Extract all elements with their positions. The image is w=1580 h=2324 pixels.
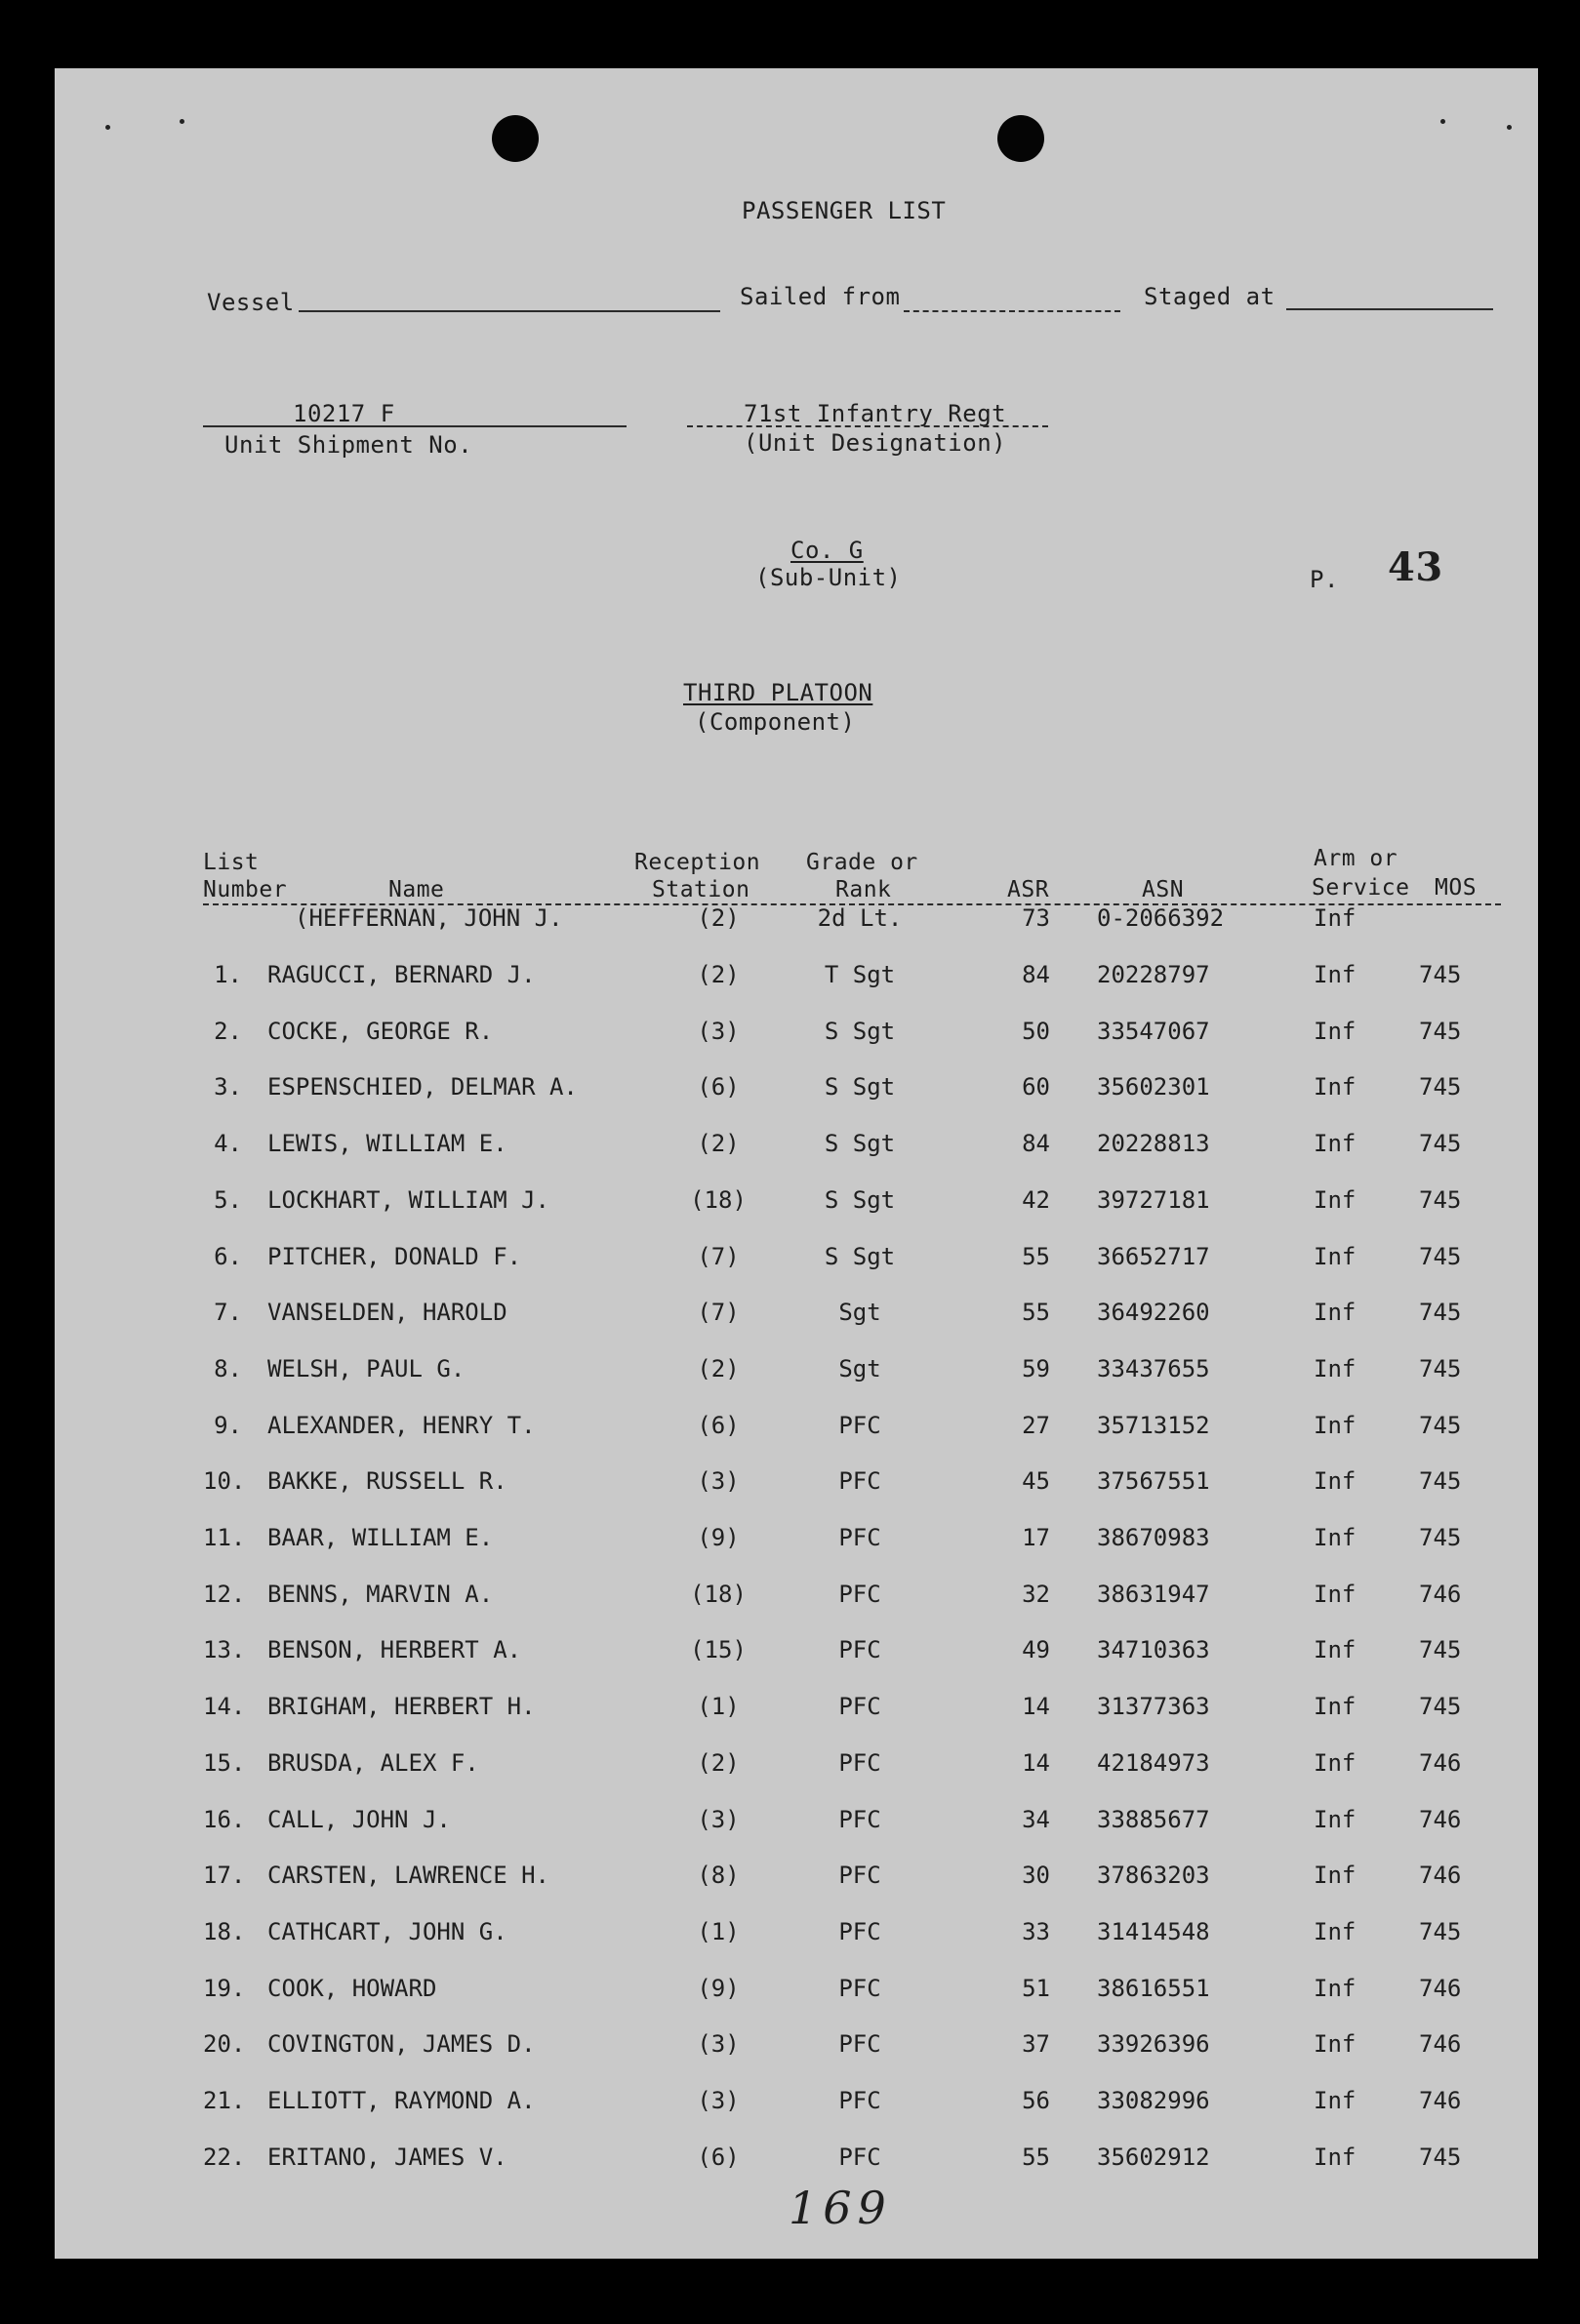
reception-station: (2) (697, 1355, 740, 1382)
asn-value: 37567551 (1097, 1467, 1210, 1495)
asr-value: 55 (1022, 1299, 1050, 1326)
mos-code: 746 (1419, 1862, 1462, 1889)
list-number: 7. (214, 1299, 242, 1326)
reception-station: (7) (697, 1299, 740, 1326)
passenger-name: BRUSDA, ALEX F. (267, 1749, 479, 1777)
arm-service: Inf (1314, 1355, 1357, 1382)
mos-code: 745 (1419, 1467, 1462, 1495)
header-asr: ASR (1007, 877, 1050, 902)
reception-station: (3) (697, 1467, 740, 1495)
asn-value: 31377363 (1097, 1693, 1210, 1720)
officer-station: (2) (697, 904, 740, 932)
grade-rank: PFC (838, 1862, 881, 1889)
mos-code: 746 (1419, 1749, 1462, 1777)
unit-designation-label: (Unit Designation) (744, 429, 1007, 457)
mos-code: 745 (1419, 961, 1462, 988)
component-label: (Component) (695, 708, 856, 736)
asn-value: 42184973 (1097, 1749, 1210, 1777)
asr-value: 27 (1022, 1412, 1050, 1439)
list-number: 21. (203, 2087, 246, 2114)
asn-value: 31414548 (1097, 1918, 1210, 1945)
punch-hole-right (997, 115, 1044, 162)
vessel-label: Vessel (207, 289, 295, 316)
sailed-from-underline (904, 310, 1120, 312)
list-number: 15. (203, 1749, 246, 1777)
list-number: 9. (214, 1412, 242, 1439)
arm-service: Inf (1314, 1581, 1357, 1608)
arm-service: Inf (1314, 1412, 1357, 1439)
table-row (55, 1917, 1538, 1956)
arm-service: Inf (1314, 2144, 1357, 2171)
reception-station: (18) (690, 1581, 747, 1608)
unit-shipment-underline (203, 425, 627, 427)
officer-asn: 0-2066392 (1097, 904, 1225, 932)
asr-value: 42 (1022, 1186, 1050, 1214)
table-row (55, 2086, 1538, 2125)
speck (105, 125, 110, 130)
asn-value: 36492260 (1097, 1299, 1210, 1326)
passenger-name: LEWIS, WILLIAM E. (267, 1130, 507, 1157)
arm-service: Inf (1314, 1243, 1357, 1270)
speck (1440, 119, 1445, 124)
asn-value: 38631947 (1097, 1581, 1210, 1608)
asr-value: 32 (1022, 1581, 1050, 1608)
vessel-underline (299, 310, 720, 312)
table-row (55, 1298, 1538, 1337)
asr-value: 84 (1022, 961, 1050, 988)
passenger-name: BRIGHAM, HERBERT H. (267, 1693, 536, 1720)
reception-station: (7) (697, 1243, 740, 1270)
grade-rank: PFC (838, 2144, 881, 2171)
officer-grade: 2d Lt. (817, 904, 903, 932)
passenger-name: BENNS, MARVIN A. (267, 1581, 494, 1608)
grade-rank: PFC (838, 1581, 881, 1608)
grade-rank: S Sgt (824, 1186, 896, 1214)
header-reception-1: Reception (634, 850, 761, 875)
arm-service: Inf (1314, 1918, 1357, 1945)
reception-station: (2) (697, 1130, 740, 1157)
grade-rank: S Sgt (824, 1130, 896, 1157)
list-number: 1. (214, 961, 242, 988)
mos-code: 746 (1419, 1806, 1462, 1833)
passenger-name: ELLIOTT, RAYMOND A. (267, 2087, 536, 2114)
list-number: 6. (214, 1243, 242, 1270)
list-number: 3. (214, 1073, 242, 1101)
passenger-name: RAGUCCI, BERNARD J. (267, 961, 536, 988)
mos-code: 745 (1419, 1693, 1462, 1720)
list-number: 10. (203, 1467, 246, 1495)
list-number: 4. (214, 1130, 242, 1157)
arm-service: Inf (1314, 961, 1357, 988)
passenger-name: CALL, JOHN J. (267, 1806, 451, 1833)
grade-rank: PFC (838, 1524, 881, 1551)
asn-value: 33547067 (1097, 1018, 1210, 1045)
passenger-name: BAAR, WILLIAM E. (267, 1524, 494, 1551)
list-number: 22. (203, 2144, 246, 2171)
passenger-name: COVINGTON, JAMES D. (267, 2030, 536, 2058)
sub-unit: Co. G (790, 537, 864, 564)
header-list-number-2: Number (203, 877, 288, 902)
asn-value: 37863203 (1097, 1862, 1210, 1889)
asr-value: 55 (1022, 2144, 1050, 2171)
mos-code: 746 (1419, 1975, 1462, 2002)
arm-service: Inf (1314, 1467, 1357, 1495)
asn-value: 35602301 (1097, 1073, 1210, 1101)
arm-service: Inf (1314, 1862, 1357, 1889)
reception-station: (8) (697, 1862, 740, 1889)
mos-code: 745 (1419, 1186, 1462, 1214)
grade-rank: PFC (838, 1412, 881, 1439)
list-number: 14. (203, 1693, 246, 1720)
header-arm-2: Service (1312, 875, 1410, 901)
reception-station: (2) (697, 961, 740, 988)
passenger-name: BENSON, HERBERT A. (267, 1636, 522, 1663)
mos-code: 745 (1419, 1412, 1462, 1439)
passenger-name: ALEXANDER, HENRY T. (267, 1412, 536, 1439)
reception-station: (6) (697, 1073, 740, 1101)
table-row (55, 1523, 1538, 1562)
grade-rank: Sgt (838, 1355, 881, 1382)
arm-service: Inf (1314, 1186, 1357, 1214)
speck (1507, 125, 1512, 130)
asn-value: 20228813 (1097, 1130, 1210, 1157)
document-title: PASSENGER LIST (742, 197, 947, 224)
grade-rank: S Sgt (824, 1073, 896, 1101)
table-row (55, 1692, 1538, 1731)
unit-designation-underline (687, 425, 1048, 427)
asr-value: 59 (1022, 1355, 1050, 1382)
mos-code: 746 (1419, 1581, 1462, 1608)
asr-value: 50 (1022, 1018, 1050, 1045)
asn-value: 33437655 (1097, 1355, 1210, 1382)
staged-at-underline (1286, 308, 1493, 310)
mos-code: 745 (1419, 2144, 1462, 2171)
officer-asr: 73 (1022, 904, 1050, 932)
table-row (55, 1354, 1538, 1393)
header-grade-2: Rank (835, 877, 892, 902)
grade-rank: PFC (838, 1749, 881, 1777)
reception-station: (15) (690, 1636, 747, 1663)
asn-value: 38616551 (1097, 1975, 1210, 2002)
passenger-name: COCKE, GEORGE R. (267, 1018, 494, 1045)
asr-value: 51 (1022, 1975, 1050, 2002)
grade-rank: PFC (838, 1636, 881, 1663)
list-number: 19. (203, 1975, 246, 2002)
asr-value: 30 (1022, 1862, 1050, 1889)
asr-value: 33 (1022, 1918, 1050, 1945)
asn-value: 34710363 (1097, 1636, 1210, 1663)
passenger-name: ESPENSCHIED, DELMAR A. (267, 1073, 578, 1101)
header-asn: ASN (1142, 877, 1185, 902)
reception-station: (2) (697, 1749, 740, 1777)
header-name: Name (388, 877, 445, 902)
header-reception-2: Station (652, 877, 750, 902)
asn-value: 35602912 (1097, 2144, 1210, 2171)
list-number: 11. (203, 1524, 246, 1551)
asn-value: 33082996 (1097, 2087, 1210, 2114)
asr-value: 49 (1022, 1636, 1050, 1663)
mos-code: 745 (1419, 1130, 1462, 1157)
asr-value: 84 (1022, 1130, 1050, 1157)
list-number: 13. (203, 1636, 246, 1663)
grade-rank: T Sgt (824, 961, 896, 988)
table-row (55, 960, 1538, 999)
table-row (55, 1635, 1538, 1674)
reception-station: (3) (697, 2087, 740, 2114)
mos-code: 745 (1419, 1299, 1462, 1326)
sailed-from-label: Sailed from (740, 283, 901, 310)
grade-rank: PFC (838, 1693, 881, 1720)
grade-rank: PFC (838, 2087, 881, 2114)
reception-station: (3) (697, 1018, 740, 1045)
reception-station: (1) (697, 1693, 740, 1720)
list-number: 16. (203, 1806, 246, 1833)
mos-code: 746 (1419, 2087, 1462, 2114)
asr-value: 56 (1022, 2087, 1050, 2114)
table-row (55, 1748, 1538, 1787)
table-row (55, 1129, 1538, 1168)
table-row (55, 1017, 1538, 1056)
component-name: THIRD PLATOON (683, 679, 873, 706)
table-row (55, 1974, 1538, 2013)
handwritten-page-number: 169 (789, 2182, 892, 2234)
grade-rank: PFC (838, 1467, 881, 1495)
mos-code: 745 (1419, 1018, 1462, 1045)
reception-station: (3) (697, 2030, 740, 2058)
arm-service: Inf (1314, 1975, 1357, 2002)
table-row (55, 1185, 1538, 1224)
page-prefix: P. (1310, 566, 1339, 593)
asr-value: 45 (1022, 1467, 1050, 1495)
arm-service: Inf (1314, 1524, 1357, 1551)
table-row-officer (55, 903, 1538, 942)
table-row (55, 1242, 1538, 1281)
sub-unit-label: (Sub-Unit) (755, 564, 902, 591)
reception-station: (9) (697, 1975, 740, 2002)
staged-at-label: Staged at (1144, 283, 1276, 310)
asn-value: 36652717 (1097, 1243, 1210, 1270)
table-row (55, 1411, 1538, 1450)
reception-station: (18) (690, 1186, 747, 1214)
list-number: 12. (203, 1581, 246, 1608)
table-row (55, 2143, 1538, 2182)
list-number: 8. (214, 1355, 242, 1382)
arm-service: Inf (1314, 1693, 1357, 1720)
mos-code: 745 (1419, 1636, 1462, 1663)
grade-rank: S Sgt (824, 1243, 896, 1270)
list-number: 20. (203, 2030, 246, 2058)
passenger-name: ERITANO, JAMES V. (267, 2144, 507, 2171)
grade-rank: PFC (838, 1806, 881, 1833)
arm-service: Inf (1314, 1636, 1357, 1663)
header-list-number-1: List (203, 850, 260, 875)
header-grade-1: Grade or (806, 850, 918, 875)
mos-code: 745 (1419, 1524, 1462, 1551)
officer-name: (HEFFERNAN, JOHN J. (295, 904, 563, 932)
punch-hole-left (492, 115, 539, 162)
asn-value: 33926396 (1097, 2030, 1210, 2058)
officer-arm: Inf (1314, 904, 1357, 932)
table-row (55, 1805, 1538, 1844)
asr-value: 17 (1022, 1524, 1050, 1551)
list-number: 5. (214, 1186, 242, 1214)
asr-value: 14 (1022, 1749, 1050, 1777)
arm-service: Inf (1314, 1130, 1357, 1157)
grade-rank: Sgt (838, 1299, 881, 1326)
grade-rank: S Sgt (824, 1018, 896, 1045)
asn-value: 20228797 (1097, 961, 1210, 988)
passenger-name: COOK, HOWARD (267, 1975, 437, 2002)
unit-shipment-label: Unit Shipment No. (224, 431, 473, 459)
arm-service: Inf (1314, 1806, 1357, 1833)
reception-station: (6) (697, 1412, 740, 1439)
grade-rank: PFC (838, 2030, 881, 2058)
table-row (55, 1466, 1538, 1505)
arm-service: Inf (1314, 1073, 1357, 1101)
speck (180, 119, 184, 124)
passenger-name: LOCKHART, WILLIAM J. (267, 1186, 549, 1214)
passenger-name: BAKKE, RUSSELL R. (267, 1467, 507, 1495)
asn-value: 38670983 (1097, 1524, 1210, 1551)
header-mos: MOS (1435, 875, 1478, 901)
arm-service: Inf (1314, 1018, 1357, 1045)
asn-value: 33885677 (1097, 1806, 1210, 1833)
asr-value: 37 (1022, 2030, 1050, 2058)
passenger-name: CATHCART, JOHN G. (267, 1918, 507, 1945)
document-page (55, 68, 1538, 2259)
unit-shipment-number: 10217 F (293, 400, 395, 427)
list-number: 2. (214, 1018, 242, 1045)
table-row (55, 1580, 1538, 1619)
page-number: 43 (1388, 544, 1443, 590)
mos-code: 745 (1419, 1243, 1462, 1270)
asr-value: 14 (1022, 1693, 1050, 1720)
arm-service: Inf (1314, 2030, 1357, 2058)
passenger-name: WELSH, PAUL G. (267, 1355, 466, 1382)
reception-station: (1) (697, 1918, 740, 1945)
asr-value: 34 (1022, 1806, 1050, 1833)
reception-station: (3) (697, 1806, 740, 1833)
mos-code: 745 (1419, 1073, 1462, 1101)
asn-value: 39727181 (1097, 1186, 1210, 1214)
arm-service: Inf (1314, 1299, 1357, 1326)
reception-station: (6) (697, 2144, 740, 2171)
table-row (55, 2029, 1538, 2068)
table-row (55, 1072, 1538, 1111)
passenger-name: VANSELDEN, HAROLD (267, 1299, 507, 1326)
reception-station: (9) (697, 1524, 740, 1551)
arm-service: Inf (1314, 1749, 1357, 1777)
mos-code: 745 (1419, 1918, 1462, 1945)
header-arm-1: Arm or (1314, 846, 1398, 871)
arm-service: Inf (1314, 2087, 1357, 2114)
mos-code: 745 (1419, 1355, 1462, 1382)
passenger-name: PITCHER, DONALD F. (267, 1243, 522, 1270)
asr-value: 60 (1022, 1073, 1050, 1101)
asn-value: 35713152 (1097, 1412, 1210, 1439)
unit-designation: 71st Infantry Regt (744, 400, 1007, 427)
list-number: 18. (203, 1918, 246, 1945)
mos-code: 746 (1419, 2030, 1462, 2058)
asr-value: 55 (1022, 1243, 1050, 1270)
passenger-name: CARSTEN, LAWRENCE H. (267, 1862, 549, 1889)
grade-rank: PFC (838, 1975, 881, 2002)
table-row (55, 1861, 1538, 1900)
grade-rank: PFC (838, 1918, 881, 1945)
list-number: 17. (203, 1862, 246, 1889)
